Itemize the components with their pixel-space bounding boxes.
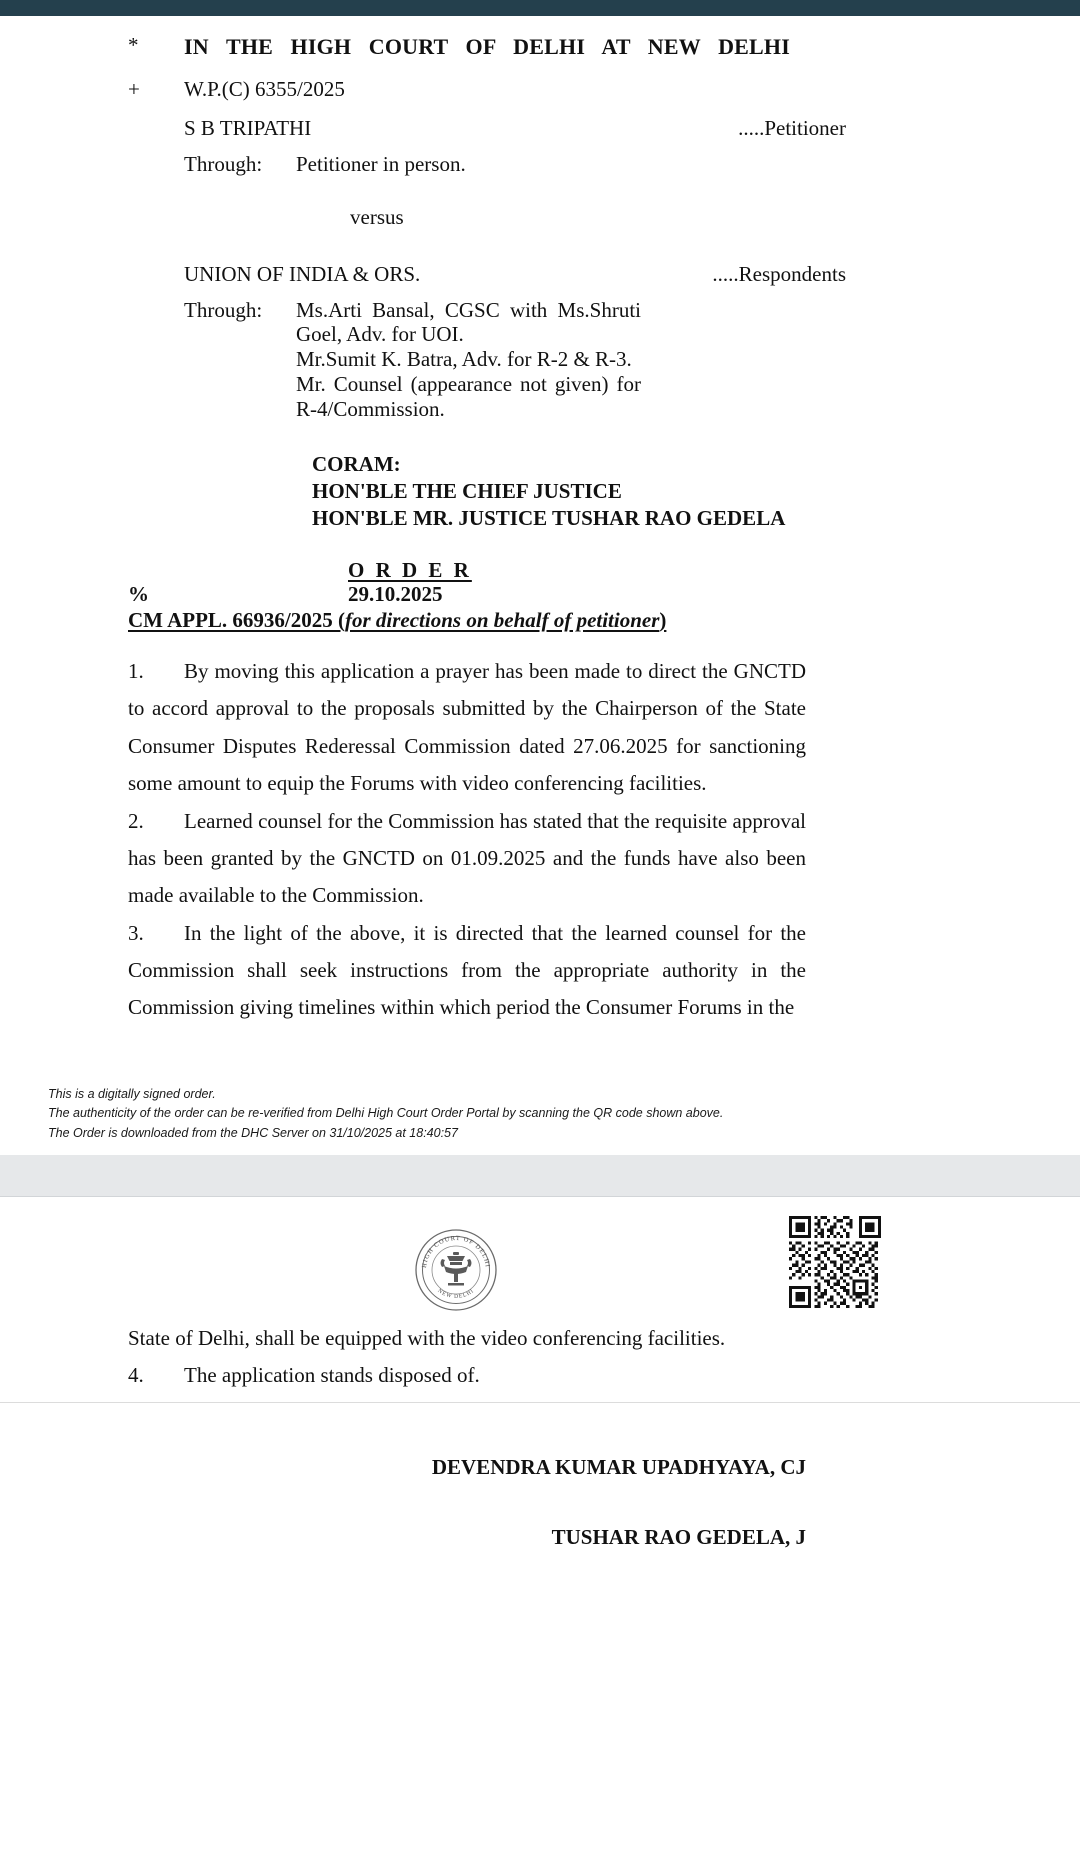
cm-appl-number: CM APPL. 66936/2025 (: [128, 608, 345, 632]
paragraph-text: Learned counsel for the Commission has stated that the requisite approval has been granted by the GNCTD on 01.09.2025 and the funds have also been made available to the Commission.: [128, 808, 806, 908]
paragraph-text: State of Delhi, shall be equipped with the video conferencing facilities.: [128, 1326, 726, 1350]
paragraph-text: The application stands disposed of.: [184, 1363, 480, 1388]
respondent-row: [184, 230, 846, 287]
digital-signature-notice: [48, 1085, 723, 1143]
petitioner-tag: .....Petitioner: [738, 115, 846, 140]
page-separator: [0, 1155, 1080, 1197]
order-paragraph: [128, 1320, 806, 1357]
notice-line: The authenticity of the order can be re-verified from Delhi High Court Order Portal by scanning the QR code shown above.: [48, 1106, 724, 1121]
respondent-through-label: Through:: [184, 297, 263, 322]
respondent-through-row: [184, 287, 990, 422]
cm-appl-close-paren: ): [659, 608, 667, 632]
document-page-one: [0, 16, 1080, 1027]
cm-appl-purpose: for directions on behalf of petitioner: [344, 608, 660, 632]
petitioner-through-row: [184, 141, 990, 177]
court-seal-icon: [414, 1228, 498, 1312]
percent-marker: %: [128, 582, 149, 606]
versus-label: versus: [350, 204, 404, 229]
petitioner-name: S B TRIPATHI: [184, 115, 312, 140]
signature-cj-text: DEVENDRA KUMAR UPADHYAYA, CJ: [431, 1455, 806, 1479]
qr-code: [789, 1216, 881, 1308]
paragraph-number: 3.: [128, 920, 144, 945]
svg-text:HIGH COURT OF DELHI: HIGH COURT OF DELHI: [420, 1234, 491, 1269]
cm-appl-heading: [128, 604, 808, 633]
order-date: 29.10.2025: [348, 582, 443, 606]
cause-title-block: [0, 16, 1080, 532]
viewer-top-bar: [0, 0, 1080, 16]
respondent-tag: .....Respondents: [712, 261, 846, 286]
star-marker: *: [128, 33, 139, 57]
plus-marker: +: [128, 77, 140, 101]
signature-judge: [128, 1525, 806, 1550]
paragraph-number: 2.: [128, 808, 144, 833]
order-paragraph: [128, 803, 806, 915]
coram-block: [312, 421, 990, 532]
paragraph-number: 4.: [128, 1363, 144, 1388]
petitioner-through-text: Petitioner in person.: [296, 151, 466, 176]
respondent-counsel-item: Ms.Arti Bansal, CGSC with Ms.Shruti Goel, Adv. for UOI.: [296, 297, 641, 347]
order-paragraph: [128, 915, 806, 1027]
notice-line: The Order is downloaded from the DHC Server on 31/10/2025 at 18:40:57: [48, 1125, 458, 1140]
signature-chief-justice: [128, 1455, 806, 1480]
order-paragraph: [128, 653, 806, 803]
respondent-counsel-list: [296, 298, 641, 422]
paragraph-text: In the light of the above, it is directed that the learned counsel for the Commission shall seek instructions from the appropriate authority in the Commission giving timelines within which period the Consumer Forums in the: [128, 920, 806, 1020]
petitioner-row: [184, 106, 846, 141]
notice-line: This is a digitally signed order.: [48, 1087, 216, 1101]
order-paragraph: [128, 1357, 806, 1394]
coram-label: CORAM:: [312, 452, 401, 477]
petitioner-through-label: Through:: [184, 151, 263, 176]
order-word: O R D E R: [348, 558, 472, 582]
respondent-counsel-item: Mr.Sumit K. Batra, Adv. for R-2 & R-3.: [296, 347, 632, 372]
coram-judge: HON'BLE MR. JUSTICE TUSHAR RAO GEDELA: [312, 506, 786, 531]
court-title: IN THE HIGH COURT OF DELHI AT NEW DELHI: [184, 34, 790, 59]
respondent-name: UNION OF INDIA & ORS.: [184, 261, 421, 286]
svg-text:NEW DELHI: NEW DELHI: [436, 1288, 476, 1301]
coram-judge: HON'BLE THE CHIEF JUSTICE: [312, 479, 622, 504]
order-body-continued: [128, 1320, 806, 1395]
signature-judge-text: TUSHAR RAO GEDELA, J: [551, 1525, 806, 1549]
order-body: [128, 633, 806, 1027]
court-title-row: [128, 30, 990, 63]
order-heading-block: [0, 532, 1080, 604]
page-separator-bottom-edge: [0, 1196, 1080, 1197]
case-number: W.P.(C) 6355/2025: [184, 77, 345, 101]
page-divider-line: [0, 1402, 1080, 1403]
paragraph-text: By moving this application a prayer has been made to direct the GNCTD to accord approval to the proposals submitted by the Chairperson of the State Consumer Disputes Rederessal Commission dated 27.06.2025 for sanctioning some amount to equip the Forums with video conferencing facilities.: [128, 659, 806, 796]
case-number-row: [128, 63, 990, 106]
paragraph-number: 1.: [128, 659, 144, 683]
respondent-counsel-item: Mr. Counsel (appearance not given) for R-4/Commission.: [296, 371, 641, 421]
